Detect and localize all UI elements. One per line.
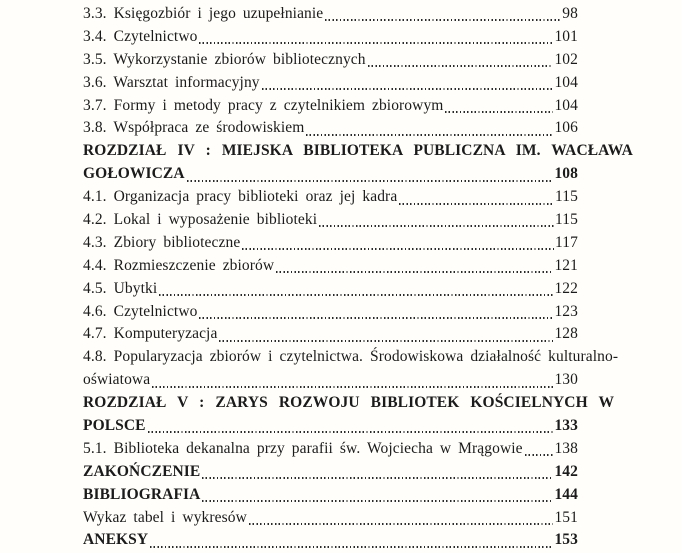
toc-page-number: 101	[554, 27, 578, 45]
table-of-contents	[83, 3, 633, 552]
toc-page-number: 122	[554, 279, 578, 297]
toc-entry-label: BIBLIOGRAFIA	[83, 485, 201, 503]
toc-entry-label: POLSCE	[83, 417, 146, 435]
dot-leader	[242, 248, 554, 250]
toc-entry-label: ZAKOŃCZENIE	[83, 462, 201, 480]
toc-page-number: 108	[554, 165, 578, 183]
toc-row	[83, 49, 578, 72]
dot-leader	[150, 546, 553, 548]
dot-leader	[306, 134, 553, 136]
toc-page-number: 130	[554, 371, 578, 389]
dot-leader	[399, 203, 554, 205]
toc-page-number: 104	[554, 73, 578, 91]
dot-leader	[187, 180, 554, 182]
toc-row	[83, 346, 619, 369]
toc-entry-label: 3.4. Czytelnictwo	[83, 27, 198, 45]
toc-entry-label: 3.7. Formy i metody pracy z czytelnikiem zbiorowym	[83, 96, 444, 114]
toc-page-number: 115	[555, 188, 578, 206]
toc-row	[83, 209, 578, 232]
toc-page-number: 133	[554, 417, 578, 435]
toc-entry-label: 4.5. Ubytki	[83, 279, 158, 297]
dot-leader	[202, 477, 553, 479]
dot-leader	[199, 317, 553, 319]
dot-leader	[262, 88, 554, 90]
toc-row	[83, 415, 578, 438]
toc-entry-label: 4.4. Rozmieszczenie zbiorów	[83, 256, 275, 274]
toc-entry-label: GOŁOWICZA	[83, 165, 185, 183]
dot-leader	[199, 42, 553, 44]
toc-row	[83, 72, 578, 95]
toc-page-number: 102	[554, 50, 578, 68]
toc-entry-label: 4.7. Komputeryzacja	[83, 325, 218, 343]
dot-leader	[325, 19, 561, 21]
toc-row	[83, 255, 578, 278]
toc-row	[83, 507, 578, 530]
toc-entry-label: ROZDZIAŁ V : ZARYS ROZWOJU BIBLIOTEK KOŚCIELNYCH W	[83, 394, 615, 412]
dot-leader	[368, 65, 554, 67]
dot-leader	[148, 431, 554, 433]
toc-row	[83, 529, 578, 552]
dot-leader	[159, 294, 553, 296]
toc-row	[83, 323, 578, 346]
toc-entry-label: 3.8. Współpraca ze środowiskiem	[83, 119, 305, 137]
toc-row	[83, 232, 578, 255]
toc-row	[83, 3, 578, 26]
toc-row	[83, 26, 578, 49]
toc-entry-label: 4.3. Zbiory biblioteczne	[83, 233, 241, 251]
toc-row	[83, 369, 578, 392]
toc-entry-label: ANEKSY	[83, 531, 149, 549]
toc-page-number: 138	[554, 439, 578, 457]
toc-entry-label: oświatowa	[83, 371, 151, 389]
toc-row	[83, 392, 615, 415]
dot-leader	[319, 225, 554, 227]
toc-entry-label: 3.5. Wykorzystanie zbiorów bibliotecznych	[83, 50, 366, 68]
toc-page-number: 123	[554, 302, 578, 320]
dot-leader	[152, 386, 553, 388]
toc-entry-label: 4.1. Organizacja pracy biblioteki oraz jej kadra	[83, 188, 398, 206]
toc-page-number: 142	[554, 462, 578, 480]
toc-row	[83, 140, 633, 163]
toc-entry-label: 3.6. Warsztat informacyjny	[83, 73, 260, 91]
toc-row	[83, 163, 578, 186]
toc-page-number: 128	[554, 325, 578, 343]
toc-entry-label: 4.2. Lokal i wyposażenie biblioteki	[83, 211, 318, 229]
toc-row	[83, 438, 578, 461]
toc-page-number: 98	[562, 5, 578, 22]
dot-leader	[219, 340, 553, 342]
toc-page-number: 117	[555, 233, 578, 251]
toc-row	[83, 95, 578, 118]
toc-entry-label: 3.3. Księgozbiór i jego uzupełnianie	[83, 5, 324, 22]
toc-page-number: 121	[554, 256, 578, 274]
toc-entry-label: Wykaz tabel i wykresów	[83, 508, 247, 526]
toc-row	[83, 484, 578, 507]
toc-page-number: 151	[554, 508, 578, 526]
toc-page-number: 104	[554, 96, 578, 114]
toc-row	[83, 301, 578, 324]
dot-leader	[202, 500, 553, 502]
dot-leader	[249, 523, 554, 525]
toc-entry-label: 4.6. Czytelnictwo	[83, 302, 198, 320]
toc-page-number: 106	[554, 119, 578, 137]
dot-leader	[276, 271, 553, 273]
toc-page-number: 153	[554, 531, 578, 549]
toc-row	[83, 461, 578, 484]
toc-page-number: 115	[555, 211, 578, 229]
toc-row	[83, 278, 578, 301]
toc-entry-label: 4.8. Popularyzacja zbiorów i czytelnictwa. Środowiskowa działalność kulturalno-	[83, 348, 619, 366]
toc-row	[83, 117, 578, 140]
toc-page-number: 144	[554, 485, 578, 503]
dot-leader	[445, 111, 553, 113]
dot-leader	[525, 454, 554, 456]
toc-entry-label: ROZDZIAŁ IV : MIEJSKA BIBLIOTEKA PUBLICZNA IM. WACŁAWA	[83, 142, 633, 160]
toc-entry-label: 5.1. Biblioteka dekanalna przy parafii św. Wojciecha w Mrągowie	[83, 439, 523, 457]
toc-row	[83, 186, 578, 209]
